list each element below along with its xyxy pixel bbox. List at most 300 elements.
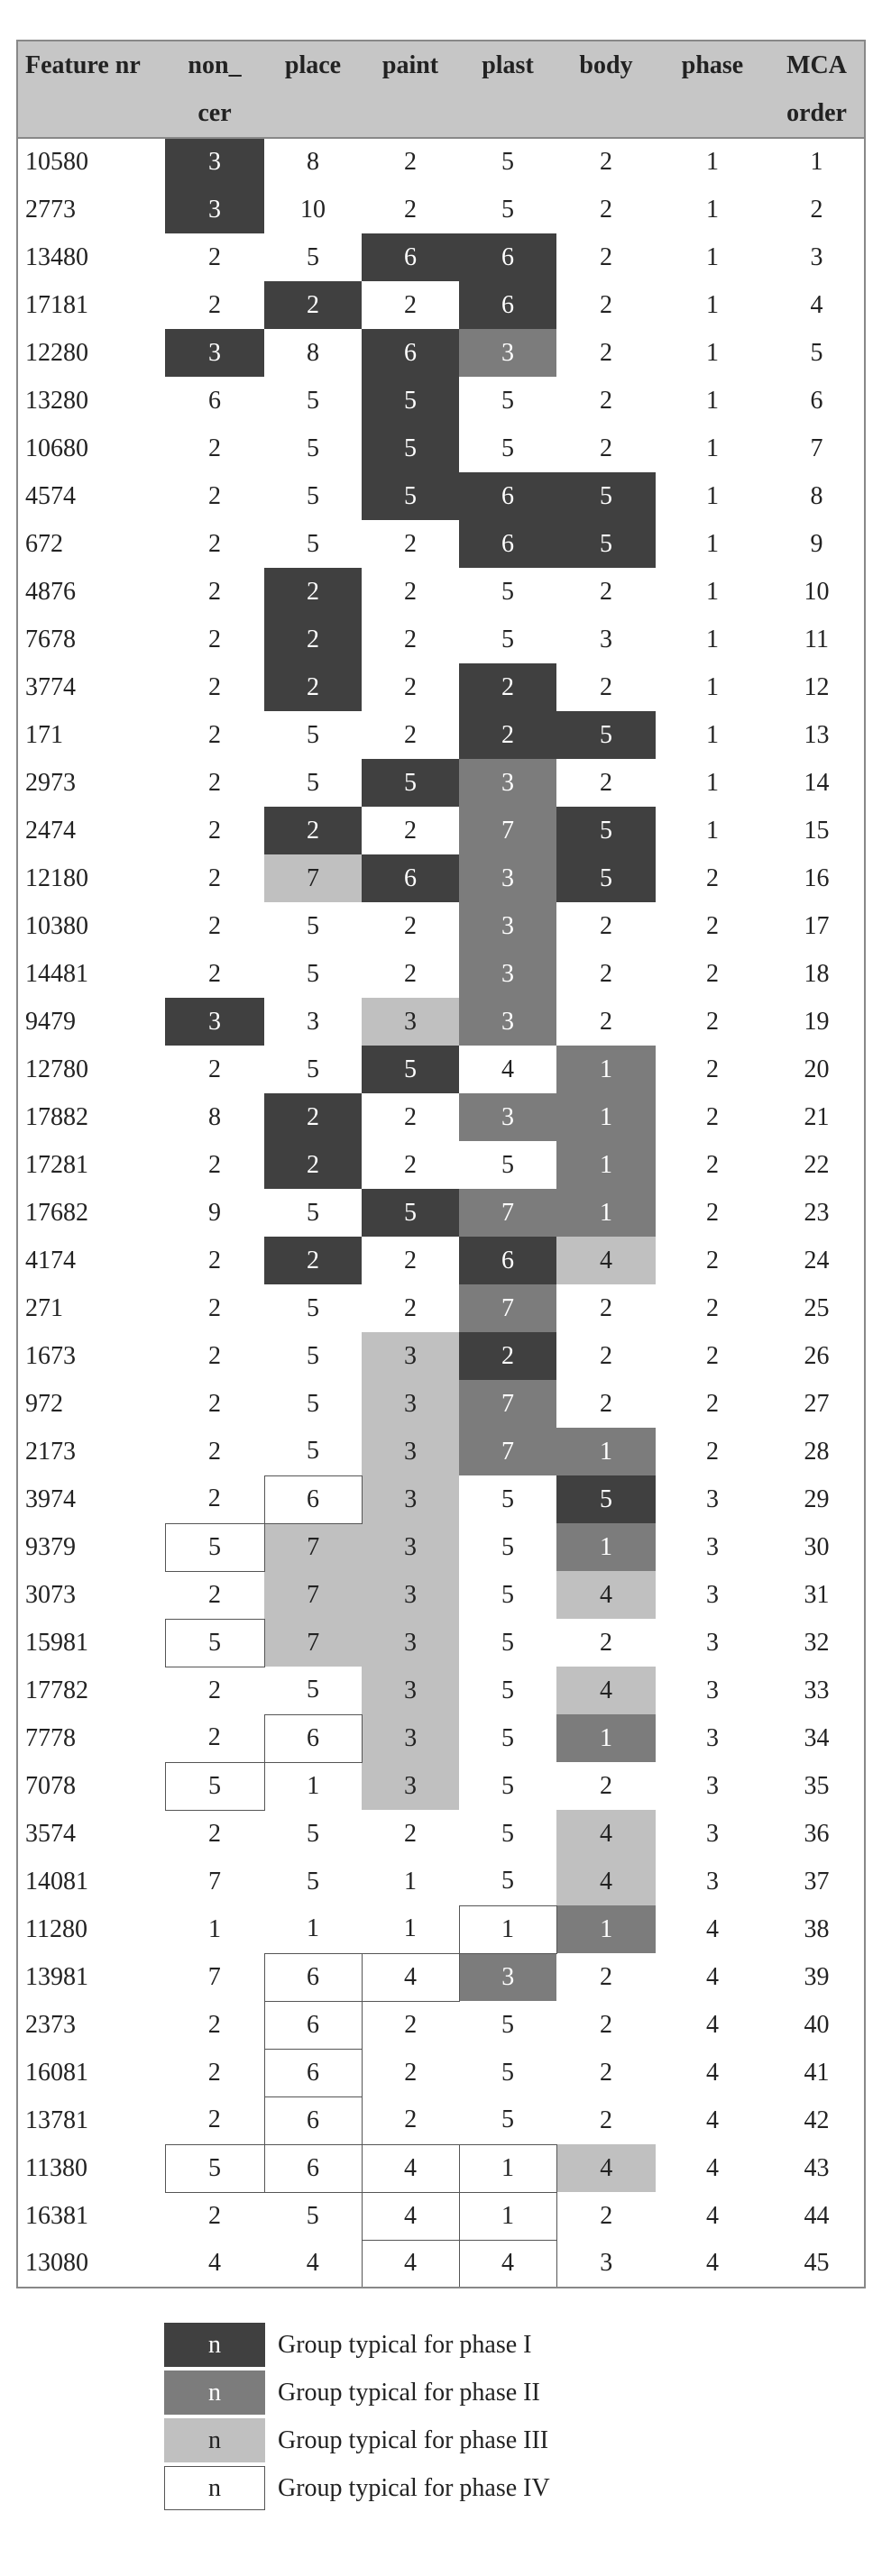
cell-paint: 3	[362, 1523, 459, 1571]
cell-phase: 3	[706, 1532, 719, 1561]
cell-plast: 3	[459, 759, 556, 807]
table-row	[17, 472, 865, 520]
legend-label: Group typical for phase III	[278, 2425, 549, 2454]
cell-plast: 5	[501, 1580, 514, 1609]
cell-plast: 4	[459, 2240, 556, 2288]
cell-mca-order: 3	[810, 242, 823, 271]
cell-phase: 1	[706, 434, 719, 462]
cell-body: 2	[600, 195, 612, 224]
cell-body: 2	[600, 1341, 612, 1370]
table-row	[17, 1523, 865, 1571]
cell-feature-nr: 972	[25, 1389, 63, 1418]
cell-non-cer: 2	[208, 1389, 221, 1418]
cell-plast: 5	[501, 1484, 514, 1513]
table-row	[17, 1475, 865, 1523]
cell-place: 8	[307, 148, 319, 176]
cell-mca-order: 6	[810, 386, 823, 415]
cell-body: 2	[600, 290, 612, 319]
cell-feature-nr: 17782	[25, 1676, 88, 1704]
cell-body: 5	[556, 1475, 656, 1523]
cell-paint: 5	[362, 1189, 459, 1237]
cell-feature-nr: 15981	[25, 1628, 88, 1657]
cell-phase: 1	[706, 720, 719, 749]
cell-phase: 4	[706, 2249, 719, 2277]
legend-label: Group typical for phase IV	[278, 2473, 550, 2502]
table-row	[17, 663, 865, 711]
cell-plast: 6	[459, 472, 556, 520]
cell-paint: 2	[404, 816, 417, 845]
cell-feature-nr: 7678	[25, 625, 76, 653]
cell-paint: 3	[362, 1762, 459, 1810]
cell-place: 4	[306, 2249, 319, 2277]
cell-phase: 2	[706, 1293, 719, 1322]
cell-plast: 5	[501, 1867, 514, 1895]
cell-mca-order: 19	[804, 1007, 830, 1036]
cell-body: 4	[556, 1237, 656, 1284]
cell-paint: 2	[404, 148, 417, 176]
cell-plast: 4	[501, 1055, 514, 1083]
cell-non-cer: 5	[165, 1619, 264, 1667]
cell-body: 5	[556, 711, 656, 759]
table-row	[17, 807, 865, 854]
cell-mca-order: 39	[804, 1962, 830, 1991]
cell-non-cer: 2	[208, 1341, 221, 1370]
cell-feature-nr: 16081	[25, 2058, 88, 2087]
legend-swatch: n	[164, 2418, 265, 2462]
cell-plast: 5	[501, 434, 514, 462]
cell-mca-order: 40	[804, 2010, 830, 2039]
table-body	[17, 138, 865, 2288]
cell-place: 5	[307, 1437, 319, 1466]
cell-feature-nr: 17882	[25, 1102, 88, 1131]
cell-paint: 2	[404, 959, 417, 988]
cell-phase: 4	[706, 2010, 719, 2039]
header-non-cer: non_ cer	[165, 41, 264, 138]
cell-feature-nr: 13981	[25, 1962, 88, 1991]
cell-phase: 2	[706, 863, 719, 892]
cell-place: 5	[307, 959, 319, 988]
cell-feature-nr: 13480	[25, 242, 88, 271]
cell-mca-order: 31	[804, 1580, 830, 1609]
cell-non-cer: 2	[208, 1150, 221, 1179]
table-row	[17, 1332, 865, 1380]
cell-phase: 4	[706, 1962, 719, 1991]
header-feature-nr: Feature nr	[17, 41, 165, 138]
cell-plast: 1	[459, 2144, 556, 2192]
cell-feature-nr: 13781	[25, 2106, 88, 2134]
cell-mca-order: 42	[804, 2106, 830, 2134]
cell-non-cer: 2	[208, 481, 221, 510]
cell-phase: 1	[706, 242, 719, 271]
header-paint: paint	[362, 41, 459, 138]
table-row	[17, 329, 865, 377]
cell-body: 3	[600, 2249, 613, 2277]
mca-table	[16, 40, 866, 2288]
cell-feature-nr: 12780	[25, 1055, 88, 1083]
cell-mca-order: 32	[804, 1628, 830, 1657]
cell-phase: 2	[706, 1389, 719, 1418]
cell-feature-nr: 7078	[25, 1771, 76, 1800]
table-row	[17, 759, 865, 807]
table-header	[17, 41, 865, 138]
cell-place: 5	[307, 1341, 319, 1370]
cell-non-cer: 2	[207, 1484, 221, 1513]
table-row	[17, 1714, 865, 1762]
cell-mca-order: 8	[810, 481, 823, 510]
cell-paint: 2	[404, 290, 417, 319]
cell-paint: 3	[362, 1571, 459, 1619]
cell-paint: 3	[362, 1380, 459, 1428]
cell-mca-order: 2	[810, 195, 823, 224]
cell-plast: 7	[459, 807, 556, 854]
cell-place: 5	[307, 911, 319, 940]
cell-place: 5	[307, 1819, 319, 1848]
cell-feature-nr: 9379	[25, 1532, 76, 1561]
cell-phase: 1	[706, 529, 719, 558]
cell-plast: 6	[459, 520, 556, 568]
cell-phase: 1	[706, 481, 719, 510]
legend	[164, 2321, 550, 2512]
cell-feature-nr: 2173	[25, 1437, 76, 1466]
cell-place: 5	[307, 1198, 319, 1227]
cell-plast: 5	[501, 1532, 514, 1561]
table-row	[17, 1093, 865, 1141]
cell-non-cer: 3	[165, 329, 264, 377]
cell-body: 2	[600, 386, 612, 415]
cell-paint: 3	[362, 998, 459, 1046]
cell-paint: 5	[362, 759, 459, 807]
cell-phase: 1	[706, 625, 719, 653]
cell-feature-nr: 16381	[25, 2201, 88, 2230]
cell-non-cer: 1	[208, 1914, 221, 1943]
cell-mca-order: 10	[804, 577, 830, 606]
cell-phase: 4	[706, 2201, 719, 2230]
cell-non-cer: 2	[208, 434, 221, 462]
table-row	[17, 1380, 865, 1428]
cell-body: 2	[600, 2106, 612, 2134]
table-row	[17, 1953, 865, 2001]
cell-plast: 5	[501, 1771, 514, 1800]
cell-body: 4	[556, 1858, 656, 1905]
cell-feature-nr: 4574	[25, 481, 76, 510]
cell-plast: 6	[459, 1237, 556, 1284]
cell-feature-nr: 11380	[25, 2153, 87, 2182]
cell-mca-order: 34	[804, 1723, 830, 1752]
cell-body: 4	[556, 1667, 656, 1714]
table-row	[17, 1667, 865, 1714]
header-place: place	[264, 41, 362, 138]
cell-plast: 3	[459, 902, 556, 950]
cell-paint: 2	[404, 2010, 418, 2039]
cell-body: 2	[600, 2058, 612, 2087]
cell-mca-order: 41	[804, 2058, 830, 2087]
cell-body: 2	[600, 1962, 612, 1991]
cell-non-cer: 2	[208, 1676, 221, 1704]
cell-non-cer: 2	[208, 911, 221, 940]
cell-paint: 2	[404, 529, 417, 558]
cell-feature-nr: 17281	[25, 1150, 88, 1179]
cell-paint: 4	[362, 2192, 459, 2240]
legend-item	[164, 2369, 550, 2416]
header-plast: plast	[459, 41, 556, 138]
cell-body: 1	[556, 1714, 656, 1762]
cell-feature-nr: 17682	[25, 1198, 88, 1227]
cell-body: 1	[556, 1046, 656, 1093]
cell-place: 3	[307, 1007, 319, 1036]
cell-feature-nr: 7778	[25, 1723, 76, 1752]
cell-non-cer: 5	[165, 1762, 264, 1810]
table-row	[17, 1189, 865, 1237]
table-row	[17, 1905, 865, 1953]
cell-body: 5	[556, 520, 656, 568]
cell-feature-nr: 4876	[25, 577, 76, 606]
cell-plast: 5	[501, 1723, 514, 1752]
cell-plast: 5	[501, 1819, 514, 1848]
cell-place: 5	[307, 434, 319, 462]
cell-mca-order: 17	[804, 911, 830, 940]
cell-plast: 3	[459, 329, 556, 377]
cell-body: 3	[600, 625, 612, 653]
cell-plast: 2	[459, 711, 556, 759]
cell-place: 8	[307, 338, 319, 367]
cell-non-cer: 2	[208, 1819, 221, 1848]
cell-body: 2	[600, 434, 612, 462]
cell-paint: 2	[404, 672, 417, 701]
cell-feature-nr: 4174	[25, 1246, 76, 1274]
cell-body: 2	[600, 1771, 612, 1800]
cell-paint: 4	[362, 2240, 459, 2288]
cell-phase: 1	[706, 290, 719, 319]
cell-non-cer: 6	[208, 386, 221, 415]
cell-non-cer: 5	[165, 2144, 264, 2192]
cell-place: 5	[307, 720, 319, 749]
cell-phase: 1	[706, 577, 719, 606]
cell-mca-order: 36	[804, 1819, 830, 1848]
cell-phase: 3	[706, 1484, 719, 1513]
table-row	[17, 425, 865, 472]
cell-plast: 5	[501, 1150, 514, 1179]
cell-place: 5	[306, 2201, 319, 2230]
cell-body: 4	[556, 1810, 656, 1858]
cell-body: 2	[600, 672, 612, 701]
cell-mca-order: 28	[804, 1437, 830, 1466]
cell-place: 2	[264, 568, 362, 616]
table-row	[17, 616, 865, 663]
cell-place: 6	[264, 1953, 362, 2001]
cell-place: 5	[307, 242, 319, 271]
cell-body: 2	[600, 1389, 612, 1418]
cell-body: 2	[600, 1293, 612, 1322]
table-row	[17, 1858, 865, 1905]
cell-body: 5	[556, 472, 656, 520]
cell-paint: 3	[362, 1714, 459, 1762]
header-row	[17, 41, 865, 138]
cell-plast: 7	[459, 1428, 556, 1475]
cell-body: 2	[600, 577, 612, 606]
cell-body: 5	[556, 807, 656, 854]
cell-mca-order: 4	[810, 290, 823, 319]
cell-plast: 3	[459, 1093, 556, 1141]
cell-mca-order: 12	[804, 672, 830, 701]
cell-non-cer: 2	[208, 1437, 221, 1466]
cell-paint: 5	[362, 377, 459, 425]
cell-phase: 1	[706, 672, 719, 701]
cell-phase: 4	[706, 2153, 719, 2182]
cell-place: 5	[307, 481, 319, 510]
table-row	[17, 233, 865, 281]
table-row	[17, 2096, 865, 2144]
cell-feature-nr: 2973	[25, 768, 76, 797]
cell-non-cer: 9	[208, 1198, 221, 1227]
cell-non-cer: 2	[207, 2010, 221, 2039]
cell-non-cer: 2	[208, 863, 221, 892]
cell-feature-nr: 3974	[25, 1484, 76, 1513]
cell-mca-order: 5	[810, 338, 823, 367]
cell-paint: 4	[362, 1953, 459, 2001]
cell-mca-order: 27	[804, 1389, 830, 1418]
table-row	[17, 854, 865, 902]
cell-place: 6	[264, 2001, 362, 2049]
cell-feature-nr: 2373	[25, 2010, 76, 2039]
cell-body: 2	[600, 2201, 613, 2230]
cell-paint: 6	[362, 233, 459, 281]
cell-phase: 1	[706, 386, 719, 415]
cell-phase: 3	[706, 1819, 719, 1848]
table-row	[17, 1571, 865, 1619]
cell-phase: 4	[706, 1914, 719, 1943]
table-row	[17, 1428, 865, 1475]
cell-place: 6	[264, 2096, 362, 2144]
cell-phase: 2	[706, 1055, 719, 1083]
cell-feature-nr: 10380	[25, 911, 88, 940]
cell-feature-nr: 2773	[25, 195, 76, 224]
table-row	[17, 1141, 865, 1189]
cell-mca-order: 37	[804, 1867, 830, 1895]
cell-feature-nr: 9479	[25, 1007, 76, 1036]
cell-non-cer: 3	[165, 998, 264, 1046]
legend-item	[164, 2321, 550, 2369]
cell-phase: 2	[706, 1198, 719, 1227]
cell-paint: 2	[404, 1819, 417, 1848]
cell-body: 4	[556, 2144, 656, 2192]
cell-phase: 4	[706, 2058, 719, 2087]
table-row	[17, 1619, 865, 1667]
cell-paint: 4	[362, 2144, 459, 2192]
cell-non-cer: 5	[165, 1523, 264, 1571]
cell-place: 5	[307, 1389, 319, 1418]
header-mca-order: MCA order	[769, 41, 865, 138]
cell-non-cer: 2	[208, 816, 221, 845]
table-row	[17, 2240, 865, 2288]
cell-place: 2	[264, 807, 362, 854]
cell-place: 7	[264, 854, 362, 902]
cell-paint: 6	[362, 329, 459, 377]
cell-paint: 2	[404, 195, 417, 224]
cell-phase: 3	[706, 1676, 719, 1704]
cell-place: 2	[264, 281, 362, 329]
table-row	[17, 950, 865, 998]
cell-plast: 5	[501, 625, 514, 653]
cell-phase: 3	[706, 1771, 719, 1800]
table-row	[17, 281, 865, 329]
table-row	[17, 902, 865, 950]
legend-swatch: n	[164, 2466, 265, 2510]
legend-item	[164, 2464, 550, 2512]
cell-place: 6	[264, 1714, 362, 1762]
cell-body: 2	[600, 959, 612, 988]
cell-phase: 3	[706, 1580, 719, 1609]
cell-place: 5	[307, 768, 319, 797]
cell-paint: 3	[362, 1332, 459, 1380]
cell-mca-order: 9	[810, 529, 823, 558]
cell-mca-order: 21	[804, 1102, 830, 1131]
cell-phase: 2	[706, 1007, 719, 1036]
cell-non-cer: 2	[208, 768, 221, 797]
header-body: body	[556, 41, 656, 138]
cell-place: 6	[264, 1475, 362, 1523]
cell-body: 1	[556, 1523, 656, 1571]
table-row	[17, 1237, 865, 1284]
cell-non-cer: 2	[207, 2058, 221, 2087]
cell-paint: 2	[404, 1293, 417, 1322]
cell-non-cer: 2	[208, 625, 221, 653]
cell-paint: 2	[404, 720, 417, 749]
legend-label: Group typical for phase I	[278, 2330, 532, 2359]
cell-plast: 1	[459, 2192, 556, 2240]
cell-phase: 1	[706, 338, 719, 367]
cell-phase: 2	[706, 1341, 719, 1370]
table-row	[17, 377, 865, 425]
cell-plast: 1	[459, 1905, 556, 1953]
cell-mca-order: 26	[804, 1341, 830, 1370]
cell-place: 6	[264, 2049, 362, 2096]
cell-non-cer: 7	[207, 1962, 221, 1991]
cell-paint: 3	[362, 1428, 459, 1475]
cell-paint: 2	[404, 1102, 417, 1131]
cell-paint: 3	[362, 1667, 459, 1714]
cell-feature-nr: 11280	[25, 1914, 87, 1943]
cell-body: 2	[600, 768, 612, 797]
cell-paint: 3	[362, 1619, 459, 1667]
cell-mca-order: 16	[804, 863, 830, 892]
table-row	[17, 1762, 865, 1810]
cell-feature-nr: 171	[25, 720, 63, 749]
cell-paint: 2	[404, 2106, 418, 2134]
cell-paint: 2	[404, 2058, 418, 2087]
cell-non-cer: 2	[207, 1723, 221, 1752]
cell-feature-nr: 10680	[25, 434, 88, 462]
cell-place: 5	[307, 1676, 319, 1704]
cell-phase: 3	[706, 1867, 719, 1895]
table-row	[17, 1810, 865, 1858]
cell-mca-order: 11	[804, 625, 829, 653]
table-row	[17, 2049, 865, 2096]
cell-paint: 2	[404, 1246, 417, 1274]
cell-place: 2	[264, 616, 362, 663]
cell-mca-order: 38	[804, 1914, 830, 1943]
cell-phase: 2	[706, 959, 719, 988]
cell-mca-order: 14	[804, 768, 830, 797]
cell-paint: 5	[362, 472, 459, 520]
cell-non-cer: 3	[165, 138, 264, 186]
cell-body: 1	[556, 1905, 656, 1953]
cell-paint: 5	[362, 1046, 459, 1093]
cell-mca-order: 7	[810, 434, 823, 462]
cell-place: 7	[264, 1523, 362, 1571]
cell-mca-order: 29	[804, 1484, 830, 1513]
cell-mca-order: 33	[804, 1676, 830, 1704]
cell-non-cer: 7	[208, 1867, 221, 1895]
